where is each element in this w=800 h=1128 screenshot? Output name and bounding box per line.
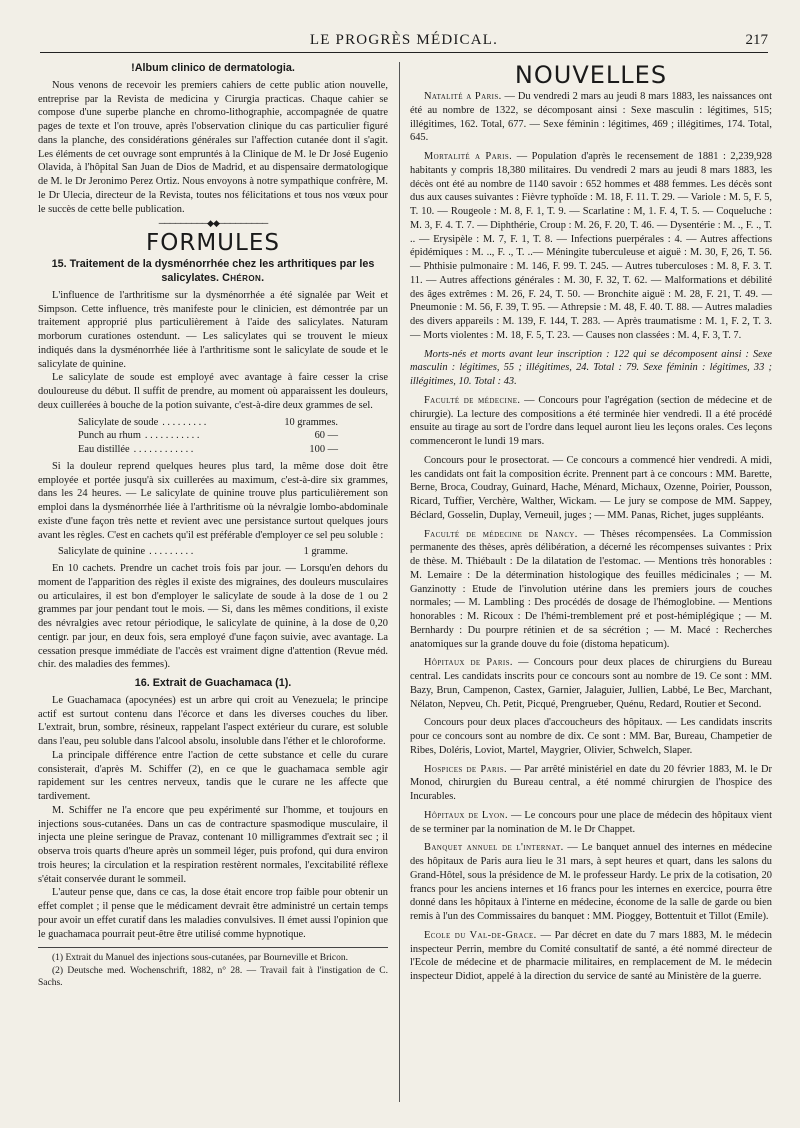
left-column [38, 62, 388, 990]
valdegrace-text: — Par décret en date du 7 mars 1883, M. le médecin inspecteur Perrin, membre du Comité consultatif de santé, a été nommé directeur de l'Ecole de médecine et de pharmacie militaires, en remplacement de M. le médecin inspecteur Didiot, appelé à la direction du service de santé au Ministère de la guerre. [410, 929, 772, 982]
hopitaux-text: — Concours pour deux places de chirurgiens du Bureau central. Les candidats inscrits pour ce concours sont au nombre de 19. Ce sont : MM. Bazy, Brun, Campenon, Castex, Garnier, Jalaguier, Jullien, Labbé, Le Bec, Marchant, Nélaton, Nepveu, Ch. Petit, Picqué, Prengrueber, Quénu, Redard, Routier et Second. [410, 657, 772, 710]
natalite-head: Natalité a Paris. [424, 91, 502, 102]
mortalite-head: Mortalité a Paris. [424, 151, 513, 162]
rx-qty: 10 grammes. [284, 416, 338, 428]
footnote-2: (2) Deutsche med. Wochenschrift, 1882, n° 28. — Travail fait à l'instigation de C. Sachs. [38, 965, 388, 989]
banquet-head: Banquet annuel de l'internat. [424, 842, 564, 854]
rx-dots: . . . . . . . . . [149, 546, 194, 558]
rx-name: Eau distillée [78, 444, 130, 455]
f15-heading [38, 258, 388, 286]
rx-name: Salicylate de quinine [58, 546, 146, 558]
album-text: Nous venons de recevoir les premiers cahiers de cette public ation nouvelle, entreprise par la Revista de medicina y Cirurgia practicas. Chaque cahier se compose d'une superbe planche en chromo-lithographie, accompagnée de quatre pages de texte et l'on trouve, après l'observation clinique du cas particulier figuré dans la planche, des considérations générales sur l'affection cutanée dont il s'agit. Les éléments de cet ouvrage sont empruntés à la Clinique de M. le Dr José Eugenio Olavida, à l'hôpital San Juan de Dios de Madrid, et au dispensaire dermatologique de M. le Dr Jeronimo Perez Ortiz. Nous envoyons à notre sympathique confrère, M. le Dr Ulecia, directeur de la Revista, toutes nos félicitations et tous nos vœux pour le succès de cette belle publication. [38, 79, 388, 215]
f15-author: Chéron. [222, 272, 265, 284]
rx-row [58, 545, 348, 559]
prescription-list-2 [58, 545, 348, 559]
f15-p1: L'influence de l'arthritisme sur la dysménorrhée a été signalée par Weit et Simpson. Cette influence, très manifeste pour le clinicien, est démontrée par un traitement approprié plus particulièrement à l'aide des salicylates. Naturam morborum curationes ostendunt. — Les salicylates qui se trouvent le mieux indiqués dans la dysménorrhée liée à l'arthritisme sont le salicylate de soude et le salicylate de quinine. [38, 289, 388, 370]
formules-title: FORMULES [146, 230, 280, 257]
lyon-head: Hôpitaux de Lyon. [424, 809, 508, 821]
natalite-item [410, 90, 772, 145]
rx-row [78, 416, 338, 430]
nancy-item [410, 528, 772, 652]
hopitaux-head: Hôpitaux de Paris. [424, 657, 513, 669]
f16-p2: La principale différence entre l'action de cette substance et celle du curare consisterait, d'après M. Schiffer (2), en ce que le guachamaca semble agir rapidement sur les centres nerveux, tandis que le curare ne les affecte que tardivement. [38, 749, 388, 802]
nouvelles-title: NOUVELLES [514, 61, 668, 89]
mortalite-text: — Population d'après le recensement de 1881 : 2,239,928 habitants y compris 18,380 militaires. Du vendredi 2 mars au jeudi 8 mars 1883, les décès ont été au nombre de 1140 savoir : 652 hommes et 488 femmes. Les décès sont dus aux causes suivantes : Fièvre typhoïde : M. 18, F. 11. T. 29. — Variole : M. 5, F. 5, T. 10. — Rougeole : M. 8, F. 1, T. 9. — Scarlatine : M, 1. F. 4, T. 5. — Coqueluche : M. 3, F. 4. T. 7. — Diphthérie, Croup : M. 26, F. 20, T. 46. — Dysentérie : M. ., F. ., T. .. — Erysipèle : M. 7, F. 1, T. 8. — Infections puerpérales : 4. — Autres affections épidémiques : M. .., F. ., T. ..— Méningite tuberculeuse et aiguë : M. 30, F, 26, T. 56. — Phthisie pulmonaire : M. 146, F. 99. T. 245. — Autres tuberculoses : M. 8, F. 3. T. 11. — Autres affections générales : M. 30, F. 32, T. 62. — Malformations et débilité des âges extrêmes : M. 26, F. 24, T. 50. — Bronchite aiguë : M. 28, F. 21, T. 49. — Pneumonie : M. 56, F. 39, T. 95. — Athrepsie : M. 48, F. 40. T. 88. — Autres maladies des divers appareils : M. 139, F. 144, T. 283. — Après traumatisme : M. 1, F. 2, T. 3. — Morts violentes : M. 18, F. 5, T. 23. — Causes non classées : M. 4, F. 3, T. 7. [410, 151, 772, 341]
page-header [40, 30, 768, 53]
mortnes-item: Morts-nés et morts avant leur inscription : 122 qui se décomposent ainsi : Sexe masculin : légitimes, 55 ; illégitimes, 24. Total : 79. Sexe féminin : légitimes, 33 ; illégitimes, 10. Total : 43. [410, 348, 772, 387]
nancy-head: Faculté de médecine de Nancy. [424, 528, 578, 540]
faculte-item [410, 394, 772, 449]
rx-row [78, 429, 338, 443]
faculte-head: Faculté de médecine. [424, 394, 521, 406]
lyon-text: — Le concours pour une place de médecin des hôpitaux vient de se terminer par la nomination de M. le Dr Chappet. [410, 809, 772, 835]
mortalite-item [410, 150, 772, 343]
f16-p1: Le Guachamaca (apocynées) est un arbre qui croit au Venezuela; le principe actif est surtout contenu dans l'écorce et dans les diverses couches du liber. L'extrait, brun, sombre, résineux, rappelant l'aspect extérieur du curare, est soluble dans l'eau, peu soluble dans l'alcool absolu, insoluble dans l'éther et le chloroforme. [38, 694, 388, 747]
valdegrace-head: Ecole du Val-de-Grace. [424, 929, 537, 941]
natalite-text: — Du vendredi 2 mars au jeudi 8 mars 1883, les naissances ont été au nombre de 1322, se décomposant ainsi : Sexe masculin : légitimes, 515; illégitimes, 162. Total, 677. — Sexe féminin : légitimes, 469 ; illégitimes, 174. Total, 645. [410, 91, 772, 144]
column-divider [399, 62, 400, 1102]
hospices-text: — Par arrêté ministériel en date du 20 février 1883, M. le Dr Monod, chirurgien du Bureau central, a été nommé chirurgien de l'hospice des Incurables. [410, 763, 772, 802]
album-heading: !Album clinico de dermatologia. [131, 62, 295, 74]
journal-title: LE PROGRÈS MÉDICAL. [309, 32, 499, 48]
rx-name: Salicylate de soude [78, 416, 159, 428]
f15-p2: Le salicylate de soude est employé avec avantage à faire cesser la crise douloureuse du début. Il suffit de prendre, au moment où apparaissent les douleurs, deux cuillerées à bouche de la potion suivante, c'est-à-dire deux grammes de sel. [38, 372, 388, 411]
rx-dots: . . . . . . . . . [162, 416, 207, 428]
rx-row [78, 443, 338, 457]
prescription-list [78, 416, 338, 457]
rx-name: Punch au rhum [78, 430, 141, 442]
f15-p3: Si la douleur reprend quelques heures plus tard, la même dose doit être employée et portée jusqu'à six cuillerées au maximum, c'est-à-dire six grammes, dans les 24 heures. — Le salicylate de quinine trouve plus particulièrement son emploi dans la dysménorrhée liée à l'arthritisme où la névralgie lombo-abdominale existe d'une façon très nette et revient avec une persistance surtout quelques jours avant les règles. C'est en cachets qu'il est préférable d'employer ce sel peu soluble : [38, 460, 388, 541]
footnote-1: (1) Extrait du Manuel des injections sous-cutanées, par Bourneville et Bricon. [52, 953, 349, 964]
f16-p3: M. Schiffer ne l'a encore que peu expérimenté sur l'homme, et toujours en injections sous-cutanées. Dans un cas de contracture spasmodique musculaire, il injecta une pleine seringue de Pravaz, contenant 10 milligrammes d'extrait sec ; il observa trois quarts d'heure après un sommeil léger, puis profond, qui dura environ trois heures; la circulation et la respiration restèrent normales, l'excitabilité réflexe s'était conservée durant le sommeil. [38, 804, 388, 885]
f15-title: 15. Traitement de la dysménorrhée chez les arthritiques par les salicylates. [51, 258, 375, 284]
right-column [410, 62, 772, 984]
rx-qty: 100 — [309, 444, 338, 455]
valdegrace-item [410, 929, 772, 984]
footnote-rule [38, 947, 388, 948]
rx-qty: 1 gramme. [303, 546, 348, 558]
ornament-divider: ─────────◆◆───────── [158, 218, 268, 229]
nancy-text: — Thèses récompensées. La Commission permanente des thèses, après délibération, a décerné les récompenses suivantes : Prix de thèse. M. Thiébault : De la dilatation de l'estomac. — Mentions très honorables : M. Lemaire : De la détermination histologique des feuilles médicinales ; — M. Ganzinotty : Etude de l'involution utérine dans les premiers jours de couches normales; — M. Lambling : Des procédés de dosage de l'hémoglobine. — Mentions honorables : M. Ricoux : De l'hémi-tremblement pré et post-hémiplégique ; — M. Bernhardy : Du pourpre rétinien et de sa sécrétion ; — M. Macé : Recherches anatomiques sur la grande douve du foie (distoma hepaticum). [410, 528, 772, 650]
page-number: 217 [745, 32, 768, 48]
accoucheurs-item: Concours pour deux places d'accoucheurs des hôpitaux. — Les candidats inscrits pour ce concours sont au nombre de dix. Ce sont : MM. Bar, Bureau, Champetier de Ribes, Doléris, Loviot, Martel, Maygrier, Olivier, Schwelch, Slaper. [410, 717, 772, 756]
f15-p4: En 10 cachets. Prendre un cachet trois fois par jour. — Lorsqu'en dehors du moment de l'apparition des règles il existe des migraines, des douleurs musculaires ou articulaires, il est bon d'employer le salicylate de soude à la dose de 1 ou 2 grammes par jour pendant tout le mois. — Si, dans les mêmes conditions, il existe des névralgies avec retour périodique, le salicylate de quinine, à la dose de 0,20 centigr. par jour, en deux fois, sera employé d'une façon suivie, avec avantage. La cessation presque immédiate de l'accès est vraiment digne d'attention (Revue méd. chir. des maladies des femmes). [38, 563, 388, 671]
banquet-item [410, 841, 772, 924]
f16-heading: 16. Extrait de Guachamaca (1). [134, 677, 292, 689]
rx-dots: . . . . . . . . . . . . [133, 444, 194, 455]
f16-p4: L'auteur pense que, dans ce cas, la dose était encore trop faible pour obtenir un effet complet ; il pense que le médicament devrait être administré un certain temps pour avoir un effet curatif dans les maladies convulsives. Il émet aussi l'opinion que le guachamaca pourrait peut-être être utilisé comme hypnotique. [38, 887, 388, 940]
banquet-text: — Le banquet annuel des internes en médecine des hôpitaux de Paris aura lieu le 31 mars, à sept heures et quart, dans les salons du Grand-Hôtel, sous la présidence de M. le professeur Hardy. Le prix de la cotisation, 20 francs pour les anciens internes et 16 francs pour les internes en exercice, pourra être donné dans les hôpitaux à l'interne en médecine, économe de la salle de garde ou bien remis à l'un des Commissaires du banquet : MM. Pioggey, Bottentuit et Tillot (Emile). [410, 842, 772, 922]
lyon-item [410, 809, 772, 837]
faculte-text: — Concours pour l'agrégation (section de médecine et de chirurgie). La lecture des compositions a été terminée hier vendredi. Il a été procédé ensuite au tirage au sort de l'ordre dans lequel auront lieu les leçons orales. Ces leçons commenceront le lundi 19 mars. [410, 394, 772, 447]
hospices-head: Hospices de Paris. [424, 763, 508, 775]
rx-qty: 60 — [314, 430, 338, 442]
prosectorat-item: Concours pour le prosectorat. — Ce concours a commencé hier vendredi. A midi, les candidats ont fait la composition écrite. Prennent part à ce concours : MM. Barette, Berne, Broca, Coudray, Guinard, Hache, Ménard, Michaux, Ozenne, Poirier, Pousson, Ricard, Tuffier, Verchère, Walther, Wickam. — Le jury se compose de MM. Sappey, Béclard, Gosselin, Duplay, Verneuil, juges ; — MM. Panas, Richet, juges suppléants. [410, 454, 772, 521]
hopitaux-item [410, 656, 772, 711]
hospices-item [410, 763, 772, 804]
rx-dots: . . . . . . . . . . . [144, 430, 200, 442]
